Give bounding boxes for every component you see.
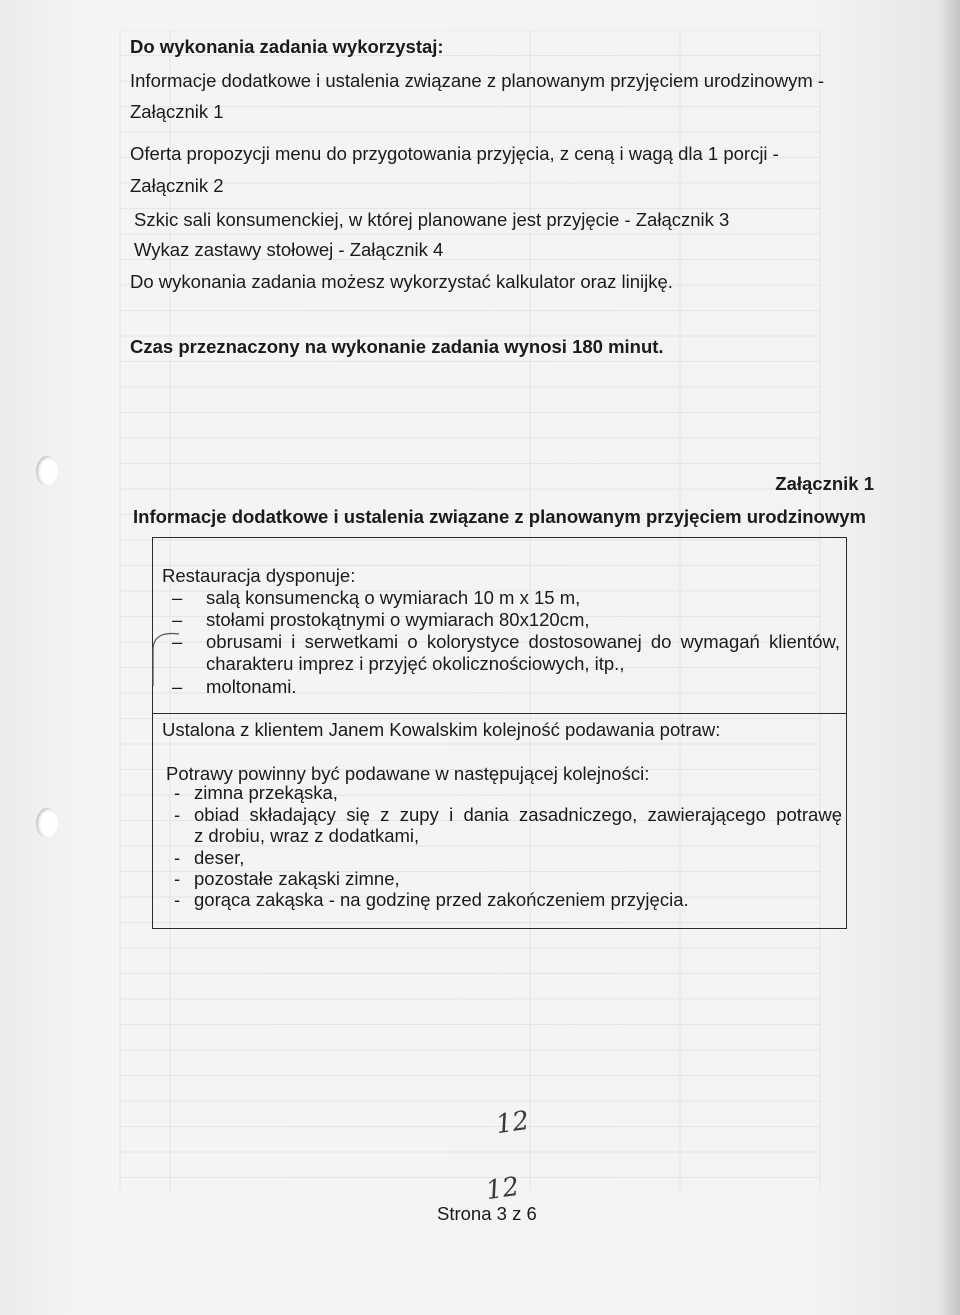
order-item: obiad składający się z zupy i dania zasadniczego, zawierającego potrawę	[194, 804, 842, 825]
order-item: deser,	[194, 847, 245, 868]
instructions-title: Do wykonania zadania wykorzystaj:	[130, 36, 444, 57]
order-item: zimna przekąska,	[194, 782, 338, 803]
resources-intro: Restauracja dysponuje:	[162, 565, 356, 586]
resource-item: obrusami i serwetkami o kolorystyce dostosowanej do wymagań klientów,	[206, 631, 840, 652]
order-item: gorąca zakąska - na godzinę przed zakończeniem przyjęcia.	[194, 889, 689, 910]
time-limit: Czas przeznaczony na wykonanie zadania wynosi 180 minut.	[130, 336, 664, 357]
resource-bullet: –	[172, 676, 183, 697]
resource-bullet: –	[172, 587, 183, 608]
resource-bullet: –	[172, 609, 183, 630]
resource-item: stołami prostokątnymi o wymiarach 80x120cm,	[206, 609, 590, 630]
punch-hole-bottom	[36, 808, 58, 838]
info-box-divider	[152, 713, 847, 714]
attachment-1-reference: Informacje dodatkowe i ustalenia związane z planowanym przyjęciem urodzinowym -	[130, 70, 825, 91]
order-bullet: -	[174, 889, 181, 910]
attachment-label: Załącznik 1	[775, 473, 874, 494]
order-title: Ustalona z klientem Janem Kowalskim kolejność podawania potraw:	[162, 719, 721, 740]
attachment-heading: Informacje dodatkowe i ustalenia związane z planowanym przyjęciem urodzinowym	[133, 506, 866, 527]
attachment-3-reference: Szkic sali konsumenckiej, w której planowane jest przyjęcie - Załącznik 3	[134, 209, 730, 230]
order-intro: Potrawy powinny być podawane w następującej kolejności:	[166, 763, 650, 784]
handwritten-page-number: 12	[494, 1105, 532, 1141]
order-bullet: -	[174, 782, 181, 803]
resource-item-continued: charakteru imprez i przyjęć okolicznościowych, itp.,	[206, 653, 625, 674]
page-number: Strona 3 z 6	[437, 1203, 537, 1224]
attachment-1-label: Załącznik 1	[130, 101, 224, 122]
order-bullet: -	[174, 847, 181, 868]
attachment-2-label: Załącznik 2	[130, 175, 224, 196]
order-item-continued: z drobiu, wraz z dodatkami,	[194, 825, 420, 846]
order-item: pozostałe zakąski zimne,	[194, 868, 400, 889]
resource-item: moltonami.	[206, 676, 297, 697]
order-bullet: -	[174, 868, 181, 889]
punch-hole-top	[36, 456, 58, 486]
page-edge-shadow	[938, 0, 960, 1315]
resource-item: salą konsumencką o wymiarach 10 m x 15 m,	[206, 587, 581, 608]
resource-bullet: –	[172, 631, 183, 652]
tools-note: Do wykonania zadania możesz wykorzystać kalkulator oraz linijkę.	[130, 271, 673, 292]
pen-mark	[145, 628, 185, 690]
handwritten-page-number: 12	[484, 1171, 522, 1207]
attachment-4-reference: Wykaz zastawy stołowej - Załącznik 4	[134, 239, 444, 260]
order-bullet: -	[174, 804, 181, 825]
attachment-2-reference: Oferta propozycji menu do przygotowania przyjęcia, z ceną i wagą dla 1 porcji -	[130, 143, 779, 164]
